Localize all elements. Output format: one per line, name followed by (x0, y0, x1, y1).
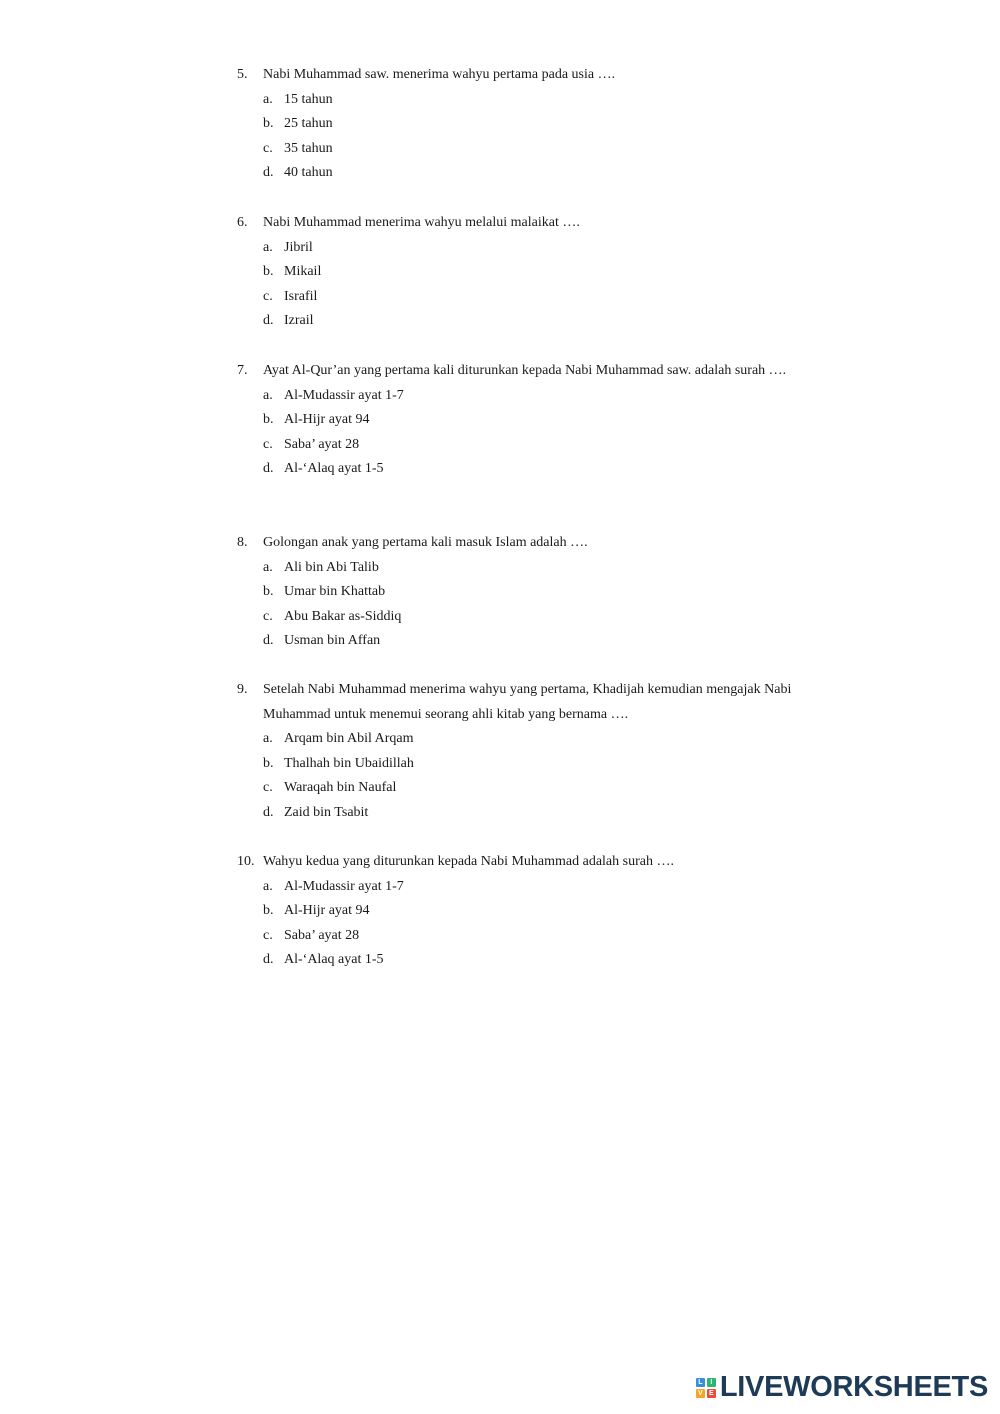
mark-tile-v: V (696, 1389, 705, 1398)
option-b[interactable] (263, 260, 797, 285)
option-text: 15 tahun (284, 91, 333, 107)
option-letter: d. (263, 461, 274, 477)
question-stem (237, 531, 797, 556)
option-text: Zaid bin Tsabit (284, 804, 369, 820)
option-letter: d. (263, 952, 274, 968)
option-d[interactable] (263, 161, 797, 186)
option-text: Abu Bakar as-Siddiq (284, 608, 402, 624)
option-text: Saba’ ayat 28 (284, 436, 360, 452)
option-letter: d. (263, 633, 274, 649)
option-a[interactable] (263, 875, 797, 900)
option-letter: d. (263, 313, 274, 329)
option-letter: a. (263, 91, 273, 107)
option-letter: c. (263, 288, 273, 304)
option-text: 25 tahun (284, 116, 333, 132)
option-letter: b. (263, 903, 274, 919)
option-d[interactable] (263, 309, 797, 334)
option-text: Israfil (284, 288, 318, 304)
option-list (237, 384, 797, 482)
option-text: Al-Hijr ayat 94 (284, 412, 370, 428)
option-letter: c. (263, 780, 273, 796)
option-text: Al-Hijr ayat 94 (284, 903, 370, 919)
option-text: Al-Mudassir ayat 1-7 (284, 878, 404, 894)
option-c[interactable] (263, 605, 797, 630)
question-stem (237, 63, 797, 88)
option-letter: d. (263, 804, 274, 820)
question-number: 10. (237, 854, 255, 869)
mark-tile-e: E (707, 1389, 716, 1398)
option-letter: c. (263, 140, 273, 156)
question-6 (237, 211, 797, 334)
option-letter: d. (263, 165, 274, 181)
option-a[interactable] (263, 556, 797, 581)
question-number: 5. (237, 67, 248, 82)
mark-tile-i: I (707, 1378, 716, 1387)
option-d[interactable] (263, 801, 797, 826)
option-c[interactable] (263, 776, 797, 801)
question-stem (237, 850, 797, 875)
option-b[interactable] (263, 408, 797, 433)
option-text: Usman bin Affan (284, 633, 381, 649)
option-a[interactable] (263, 236, 797, 261)
option-letter: a. (263, 731, 273, 747)
option-a[interactable] (263, 384, 797, 409)
option-letter: c. (263, 927, 273, 943)
question-text: Wahyu kedua yang diturunkan kepada Nabi Muhammad adalah surah …. (263, 854, 674, 869)
brand-name: LIVEWORKSHEETS (719, 1371, 988, 1403)
option-list (237, 727, 797, 825)
mark-tile-l: L (696, 1378, 705, 1387)
option-a[interactable] (263, 727, 797, 752)
option-b[interactable] (263, 752, 797, 777)
option-letter: b. (263, 412, 274, 428)
option-b[interactable] (263, 580, 797, 605)
option-letter: a. (263, 387, 273, 403)
question-text: Nabi Muhammad menerima wahyu melalui malaikat …. (263, 215, 580, 230)
option-text: Waraqah bin Naufal (284, 780, 397, 796)
option-d[interactable] (263, 457, 797, 482)
option-letter: c. (263, 608, 273, 624)
question-text: Nabi Muhammad saw. menerima wahyu pertama pada usia …. (263, 67, 616, 82)
option-text: Arqam bin Abil Arqam (284, 731, 414, 747)
option-b[interactable] (263, 899, 797, 924)
option-d[interactable] (263, 948, 797, 973)
option-text: Umar bin Khattab (284, 584, 386, 600)
option-list (237, 556, 797, 654)
question-text: Ayat Al-Qur’an yang pertama kali diturunkan kepada Nabi Muhammad saw. adalah surah …. (263, 363, 787, 378)
option-letter: b. (263, 116, 274, 132)
option-letter: a. (263, 239, 273, 255)
option-text: Izrail (284, 313, 314, 329)
option-c[interactable] (263, 285, 797, 310)
question-8 (237, 531, 797, 654)
option-list (237, 88, 797, 186)
option-text: Saba’ ayat 28 (284, 927, 360, 943)
liveworksheets-logo (696, 1373, 988, 1402)
option-c[interactable] (263, 137, 797, 162)
option-letter: c. (263, 436, 273, 452)
option-d[interactable] (263, 629, 797, 654)
option-letter: b. (263, 264, 274, 280)
option-letter: a. (263, 878, 273, 894)
question-text: Setelah Nabi Muhammad menerima wahyu yang pertama, Khadijah kemudian mengajak Nabi Muhammad untuk menemui seorang ahli kitab yang bernama …. (263, 682, 792, 722)
question-number: 6. (237, 215, 248, 230)
question-number: 8. (237, 535, 248, 550)
option-letter: b. (263, 584, 274, 600)
liveworksheets-mark-icon (696, 1378, 716, 1398)
question-stem (237, 678, 797, 727)
question-number: 7. (237, 363, 248, 378)
question-stem (237, 211, 797, 236)
option-b[interactable] (263, 112, 797, 137)
option-letter: a. (263, 559, 273, 575)
option-text: Al-‘Alaq ayat 1-5 (284, 952, 384, 968)
question-10 (237, 850, 797, 973)
question-number: 9. (237, 682, 248, 697)
option-text: Al-Mudassir ayat 1-7 (284, 387, 404, 403)
question-text: Golongan anak yang pertama kali masuk Islam adalah …. (263, 535, 588, 550)
option-letter: b. (263, 755, 274, 771)
option-text: Ali bin Abi Talib (284, 559, 379, 575)
option-text: Al-‘Alaq ayat 1-5 (284, 461, 384, 477)
question-5 (237, 63, 797, 186)
option-text: Mikail (284, 264, 322, 280)
option-text: 35 tahun (284, 140, 333, 156)
option-text: Jibril (284, 239, 313, 255)
option-text: 40 tahun (284, 165, 333, 181)
option-list (237, 875, 797, 973)
option-text: Thalhah bin Ubaidillah (284, 755, 414, 771)
option-a[interactable] (263, 88, 797, 113)
question-9 (237, 678, 797, 826)
option-list (237, 236, 797, 334)
option-c[interactable] (263, 433, 797, 458)
question-stem (237, 359, 797, 384)
question-7 (237, 359, 797, 482)
option-c[interactable] (263, 924, 797, 949)
